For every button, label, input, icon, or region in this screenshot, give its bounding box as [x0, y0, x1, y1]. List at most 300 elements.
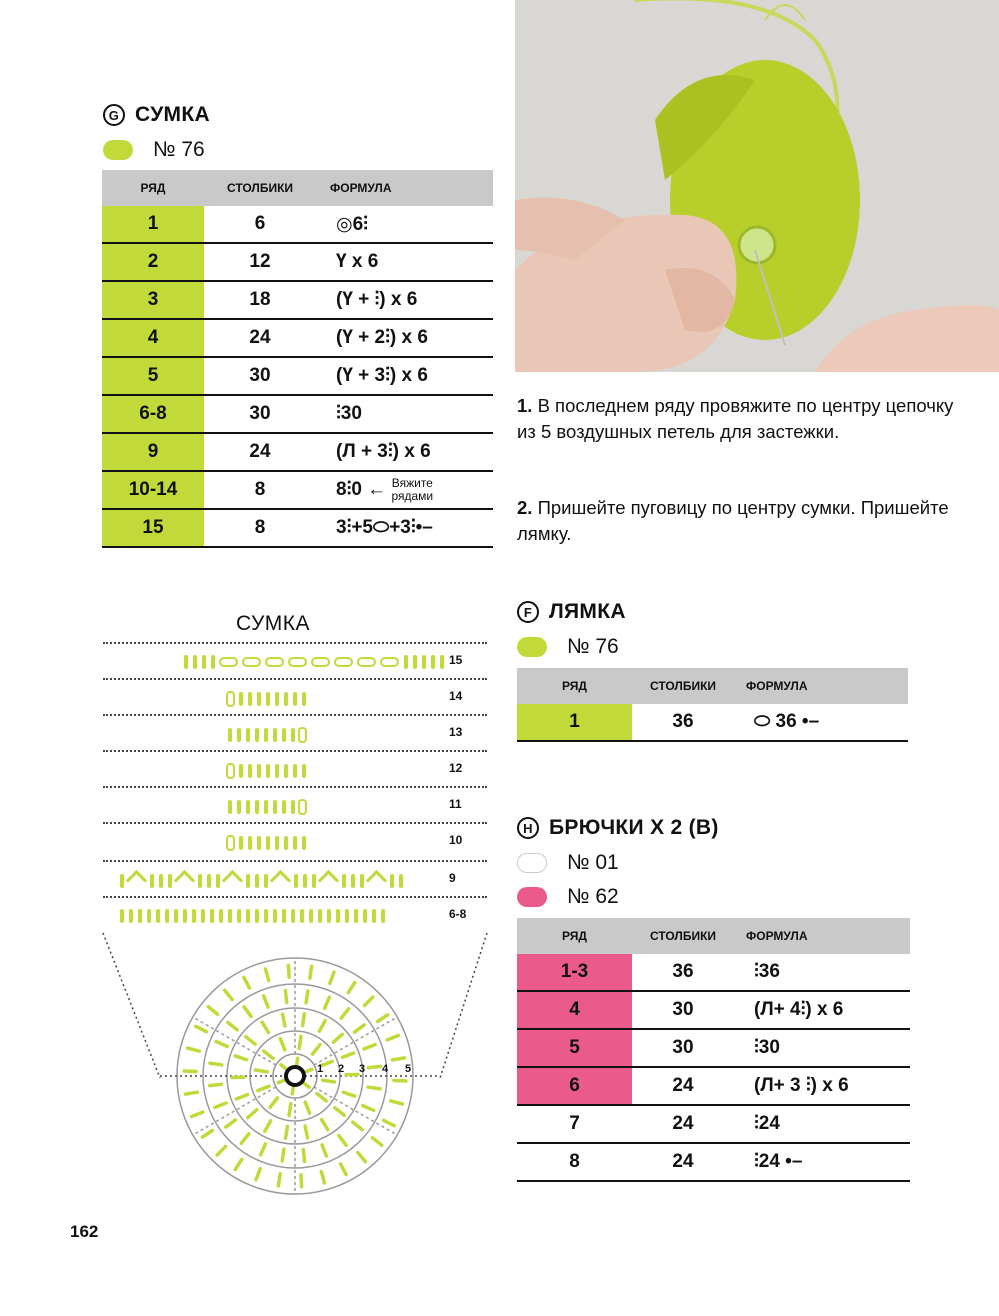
note-line: Вяжите — [391, 476, 433, 490]
round-stitch — [394, 1080, 406, 1081]
stitch-symbol — [275, 836, 279, 850]
formula — [316, 509, 493, 547]
table-row — [517, 954, 910, 991]
round-stitch — [341, 1164, 347, 1175]
stitch-symbol — [226, 691, 235, 707]
round-stitch — [384, 1120, 395, 1125]
row-number: 4 — [517, 991, 632, 1029]
formula-text: 8⫶0 — [336, 479, 362, 501]
round-stitch — [246, 1037, 255, 1044]
table-row — [102, 509, 493, 547]
round-stitch — [264, 996, 268, 1007]
header-stitches: СТОЛБИКИ — [204, 170, 316, 206]
stitch-symbol — [381, 909, 385, 923]
formula-text: (Л+ 4⫶) х 6 — [754, 999, 844, 1020]
stitch-symbol — [318, 870, 339, 891]
formula — [316, 471, 493, 509]
round-stitch — [278, 1174, 280, 1186]
stitch-symbol — [168, 874, 172, 888]
stitch-symbol — [183, 909, 187, 923]
round-stitch — [372, 1138, 381, 1145]
stitch-symbol — [138, 909, 142, 923]
stitch-count: 18 — [204, 281, 316, 319]
stitch-symbol — [318, 909, 322, 923]
formula — [734, 991, 910, 1029]
pants-table — [517, 918, 910, 1182]
section-letter-icon: G — [103, 104, 125, 126]
stitch-symbol — [219, 657, 238, 667]
table-row — [517, 1029, 910, 1067]
stitch-symbol — [282, 800, 286, 814]
step-2-number: 2. — [517, 497, 533, 518]
stitch-symbol — [246, 728, 250, 742]
stitch-symbol — [257, 764, 261, 778]
header-row: РЯД — [517, 918, 632, 954]
table-row — [102, 281, 493, 319]
stitch-symbol — [257, 836, 261, 850]
stitch-symbol — [291, 800, 295, 814]
stitch-symbol — [228, 800, 232, 814]
stitch-symbol — [273, 909, 277, 923]
stitch-symbol — [302, 836, 306, 850]
round-stitch — [322, 1120, 328, 1130]
formula-text: ⫶24 — [754, 1113, 780, 1134]
row-number: 9 — [102, 433, 204, 471]
stitch-symbol — [282, 909, 286, 923]
formula-text: (Л + 3⫶) х 6 — [336, 441, 431, 462]
stitch-symbol — [237, 728, 241, 742]
row-number: 7 — [517, 1105, 632, 1143]
stitch-symbol — [248, 836, 252, 850]
stitch-symbol — [351, 874, 355, 888]
formula-text: ⫶36 — [754, 961, 780, 982]
stitch-count: 6 — [204, 206, 316, 243]
stitch-row — [226, 691, 307, 707]
stitch-symbol — [248, 692, 252, 706]
round-stitch — [353, 1122, 362, 1129]
stitch-symbol — [360, 874, 364, 888]
stitch-symbol — [291, 728, 295, 742]
page-number: 162 — [70, 1222, 99, 1241]
pants-title: БРЮЧКИ Х 2 (В) — [549, 816, 719, 839]
row-divider — [103, 678, 487, 680]
row-label: 14 — [449, 689, 463, 703]
stitch-symbol — [120, 874, 124, 888]
header-formula: ФОРМУЛА — [316, 170, 493, 206]
bag-yarn-label: № 76 — [153, 138, 205, 161]
step-1-number: 1. — [517, 395, 533, 416]
header-row: РЯД — [102, 170, 204, 206]
table-row — [102, 319, 493, 357]
table-row — [102, 243, 493, 281]
stitch-symbol — [399, 874, 403, 888]
row-label: 9 — [449, 871, 456, 885]
round-stitch — [236, 1095, 247, 1099]
stitch-symbol — [293, 692, 297, 706]
stitch-row — [226, 799, 307, 815]
round-label: 4 — [382, 1063, 389, 1075]
table-row — [102, 357, 493, 395]
round-stitch — [283, 1014, 285, 1026]
stitch-symbol — [174, 870, 195, 891]
round-stitch — [348, 982, 354, 992]
stitch-symbol — [342, 874, 346, 888]
formula-text: ⫶24 •– — [754, 1151, 803, 1172]
round-stitch — [365, 997, 373, 1006]
row-number: 8 — [517, 1143, 632, 1181]
header-stitches: СТОЛБИКИ — [632, 668, 734, 704]
stitch-symbol — [257, 692, 261, 706]
stitch-symbol — [237, 909, 241, 923]
round-stitch — [393, 1058, 405, 1060]
stitch-symbol — [246, 909, 250, 923]
formula — [734, 1105, 910, 1143]
step-1 — [517, 393, 977, 445]
round-stitch — [241, 1134, 248, 1143]
round-label: 3 — [359, 1063, 366, 1075]
stitch-symbol — [174, 909, 178, 923]
stitch-symbol — [440, 655, 444, 669]
header-stitches: СТОЛБИКИ — [632, 918, 734, 954]
stitch-count: 24 — [204, 433, 316, 471]
stitch-symbol — [273, 728, 277, 742]
round-stitch — [305, 1102, 309, 1113]
round-stitch — [217, 1146, 225, 1155]
stitch-count: 24 — [632, 1067, 734, 1105]
formula — [316, 319, 493, 357]
yarn-swatch-lime — [517, 637, 547, 657]
yarn-swatch-lime — [103, 140, 133, 160]
header-formula: ФОРМУЛА — [734, 668, 908, 704]
stitch-symbol — [264, 800, 268, 814]
step-2-text: Пришейте пуговицу по центру сумки. Пришейте лямку. — [517, 497, 949, 544]
round-stitch — [270, 1098, 277, 1107]
stitch-symbol — [239, 836, 243, 850]
round-stitch — [289, 1104, 291, 1116]
strap-yarn — [517, 635, 619, 659]
round-stitch — [306, 991, 308, 1003]
note-line: рядами — [391, 489, 434, 503]
round-stitch — [301, 1175, 302, 1187]
strap-yarn-label: № 76 — [567, 635, 619, 658]
row-label: 12 — [449, 761, 463, 775]
formula — [734, 954, 910, 991]
round-stitch — [202, 1131, 212, 1138]
round-stitch — [258, 1086, 269, 1090]
round-stitch — [342, 1053, 353, 1057]
stitch-symbol — [264, 728, 268, 742]
section-letter-icon: H — [517, 817, 539, 839]
stitch-symbol — [282, 728, 286, 742]
stitch-count: 30 — [204, 357, 316, 395]
row-number: 1-3 — [517, 954, 632, 991]
table-row — [517, 1105, 910, 1143]
round-stitch — [226, 1120, 236, 1127]
pants-yarn-1-label: № 01 — [567, 851, 619, 874]
stitch-symbol — [126, 870, 147, 891]
row-number: 1 — [102, 206, 204, 243]
round-stitch — [264, 1051, 273, 1058]
stitch-symbol — [255, 728, 259, 742]
stitch-row — [226, 763, 307, 779]
stitch-symbol — [226, 763, 235, 779]
stitch-symbol — [266, 836, 270, 850]
table-row — [102, 433, 493, 471]
table-row — [102, 206, 493, 243]
formula — [734, 704, 908, 741]
pants-yarn-2 — [517, 885, 619, 909]
step-2 — [517, 495, 977, 547]
round-stitch — [262, 1022, 268, 1032]
round-stitch — [255, 1070, 267, 1072]
stitch-symbol — [193, 655, 197, 669]
round-stitch — [369, 1066, 381, 1067]
bag-section-title — [103, 103, 210, 127]
row-number: 1 — [517, 704, 632, 741]
formula — [316, 206, 493, 243]
round-stitch — [235, 1159, 241, 1169]
round-stitch — [319, 1021, 325, 1032]
stitch-symbol — [210, 909, 214, 923]
round-stitch — [317, 1093, 326, 1100]
stitch-symbol — [273, 800, 277, 814]
round-label: 2 — [338, 1063, 345, 1075]
table-row — [102, 471, 493, 509]
round-stitch — [368, 1087, 380, 1089]
header-formula: ФОРМУЛА — [734, 918, 910, 954]
round-stitch — [215, 1103, 226, 1107]
round-stitch — [244, 1007, 251, 1017]
round-stitch — [303, 1014, 305, 1026]
stitch-symbol — [284, 692, 288, 706]
stitch-symbol — [345, 909, 349, 923]
round-stitch — [339, 1136, 346, 1146]
round-stitch — [248, 1110, 257, 1118]
stitch-symbol — [156, 909, 160, 923]
stitch-symbol — [266, 764, 270, 778]
stitch-symbol — [431, 655, 435, 669]
row-divider — [103, 860, 487, 862]
table-row — [517, 1067, 910, 1105]
row-divider — [103, 822, 487, 824]
arrow-left-icon: ← — [361, 479, 392, 501]
formula-text: (Ү + ⫶) х 6 — [336, 289, 418, 310]
stitch-count: 30 — [204, 395, 316, 433]
round-stitch — [391, 1101, 403, 1104]
formula — [316, 281, 493, 319]
stitch-symbol — [380, 657, 399, 667]
stitch-symbol — [312, 874, 316, 888]
row-divider — [103, 896, 487, 898]
stitch-symbol — [303, 874, 307, 888]
round-label: 1 — [317, 1063, 324, 1075]
stitch-count: 8 — [204, 471, 316, 509]
row-divider — [103, 750, 487, 752]
stitch-symbol — [302, 764, 306, 778]
table-row — [517, 991, 910, 1029]
stitch-symbol — [226, 835, 235, 851]
formula — [734, 1067, 910, 1105]
stitch-symbol — [248, 764, 252, 778]
formula — [316, 357, 493, 395]
stitch-symbol — [266, 692, 270, 706]
table-row — [517, 1143, 910, 1181]
formula-text: (Л+ 3 ⫶) х 6 — [754, 1075, 849, 1096]
stitch-symbol — [239, 692, 243, 706]
stitch-symbol — [284, 836, 288, 850]
formula-text: Ү х 6 — [336, 251, 379, 272]
round-stitch — [286, 1126, 288, 1138]
round-stitch — [244, 977, 250, 988]
formula-text: (Ү + 3⫶) х 6 — [336, 365, 428, 386]
stitch-symbol — [422, 655, 426, 669]
stitch-row — [118, 873, 404, 888]
round-stitch — [299, 1036, 301, 1048]
stitch-symbol — [334, 657, 353, 667]
round-stitch — [235, 1056, 246, 1060]
stitch-symbol — [327, 909, 331, 923]
stitch-symbol — [284, 764, 288, 778]
yarn-swatch-white — [517, 853, 547, 873]
round-stitch — [330, 972, 334, 983]
round-stitch — [265, 1121, 271, 1132]
stitch-symbol — [265, 657, 284, 667]
stitch-symbol — [242, 657, 261, 667]
section-letter-icon: F — [517, 601, 539, 623]
stitch-row — [226, 835, 307, 851]
row-divider — [103, 786, 487, 788]
round-stitch — [288, 965, 289, 977]
chart-title: СУМКА — [236, 612, 311, 635]
row-divider — [103, 714, 487, 716]
round-stitch — [185, 1092, 197, 1094]
formula-text: ⬭ 36 •– — [754, 711, 820, 732]
stitch-symbol — [302, 692, 306, 706]
row-number: 10-14 — [102, 471, 204, 509]
stitch-row — [182, 655, 445, 669]
round-stitch — [282, 1149, 284, 1161]
round-stitch — [323, 1080, 335, 1082]
round-stitch — [208, 1007, 217, 1014]
round-stitch — [325, 997, 330, 1008]
round-stitch — [216, 1042, 227, 1047]
stitch-count: 24 — [632, 1143, 734, 1181]
formula — [316, 243, 493, 281]
stitch-row — [226, 727, 307, 743]
stitch-symbol — [275, 692, 279, 706]
row-label: 11 — [449, 797, 462, 811]
round-stitch — [387, 1035, 398, 1039]
header-row: РЯД — [517, 668, 632, 704]
strap-table — [517, 668, 908, 742]
stitch-symbol — [207, 874, 211, 888]
round-stitch — [184, 1071, 196, 1072]
stitch-symbol — [298, 727, 307, 743]
table-row — [102, 395, 493, 433]
stitch-symbol — [222, 870, 243, 891]
bag-yarn — [103, 138, 205, 162]
stitch-symbol — [255, 800, 259, 814]
round-stitch — [321, 1171, 324, 1183]
stitch-symbol — [298, 799, 307, 815]
formula — [734, 1029, 910, 1067]
round-stitch — [188, 1048, 200, 1051]
round-stitch — [228, 1022, 237, 1029]
stitch-symbol — [216, 874, 220, 888]
stitch-count: 36 — [632, 954, 734, 991]
round-stitch — [305, 1126, 307, 1138]
formula — [316, 433, 493, 471]
stitch-symbol — [255, 874, 259, 888]
bag-photo — [515, 0, 999, 372]
stitch-symbol — [237, 800, 241, 814]
row-number: 5 — [517, 1029, 632, 1067]
knit-in-rows-note — [391, 477, 433, 503]
stitch-symbol — [264, 909, 268, 923]
formula — [316, 395, 493, 433]
formula-text: ⫶30 — [754, 1037, 780, 1058]
round-stitch — [312, 1045, 319, 1054]
round-stitch — [355, 1025, 365, 1032]
round-stitch — [261, 1144, 266, 1155]
stitch-symbol — [390, 874, 394, 888]
stitch-symbol — [293, 836, 297, 850]
stitch-symbol — [291, 909, 295, 923]
row-number: 2 — [102, 243, 204, 281]
round-stitch — [210, 1084, 222, 1085]
stitch-symbol — [372, 909, 376, 923]
round-stitch — [280, 1039, 284, 1050]
stitch-symbol — [211, 655, 215, 669]
stitch-symbol — [354, 909, 358, 923]
stitch-symbol — [219, 909, 223, 923]
row-label: 13 — [449, 725, 463, 739]
round-stitch — [225, 990, 233, 999]
row-label: 6-8 — [449, 907, 467, 921]
stitch-symbol — [366, 870, 387, 891]
round-stitch — [322, 1145, 326, 1156]
round-stitch — [363, 1106, 374, 1111]
round-stitch — [210, 1063, 222, 1065]
row-number: 6-8 — [102, 395, 204, 433]
round-stitch — [343, 1092, 354, 1096]
stitch-symbol — [147, 909, 151, 923]
stitch-symbol — [202, 655, 206, 669]
photo-illustration — [515, 0, 999, 372]
stitch-symbol — [404, 655, 408, 669]
stitch-symbol — [275, 764, 279, 778]
stitch-count: 24 — [632, 1105, 734, 1143]
formula — [734, 1143, 910, 1181]
magic-ring-icon — [286, 1067, 304, 1085]
stitch-symbol — [165, 909, 169, 923]
stitch-symbol — [129, 909, 133, 923]
round-chart — [100, 928, 495, 1218]
row-number: 3 — [102, 281, 204, 319]
pants-yarn-1 — [517, 851, 619, 875]
yarn-swatch-pink — [517, 887, 547, 907]
stitch-symbol — [264, 874, 268, 888]
round-stitch — [285, 991, 286, 1003]
stitch-symbol — [363, 909, 367, 923]
stitch-symbol — [294, 874, 298, 888]
stitch-symbol — [239, 764, 243, 778]
row-number: 6 — [517, 1067, 632, 1105]
stitch-count: 30 — [632, 1029, 734, 1067]
stitch-count: 8 — [204, 509, 316, 547]
row-label: 10 — [449, 833, 463, 847]
round-stitch — [256, 1169, 260, 1180]
